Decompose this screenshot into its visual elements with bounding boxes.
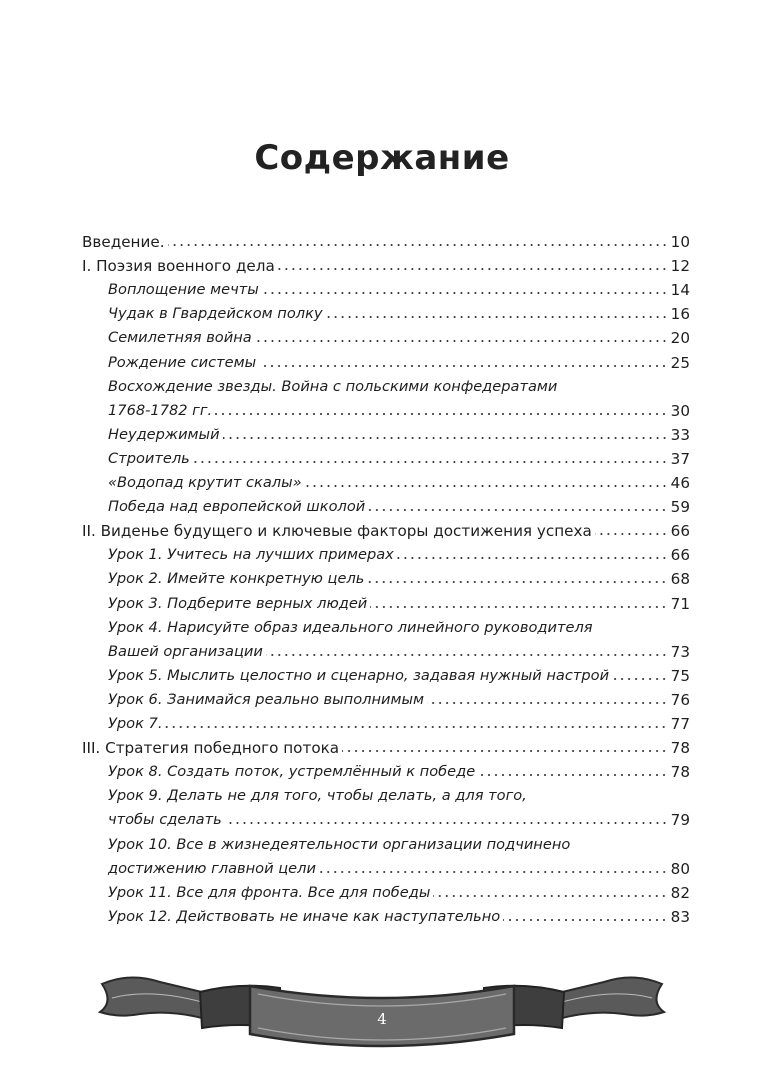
dot-leader bbox=[503, 918, 667, 922]
toc-entry-text: Введение. bbox=[82, 233, 165, 251]
dot-leader bbox=[478, 773, 668, 777]
dot-leader bbox=[595, 532, 668, 536]
toc-page-number: 33 bbox=[670, 425, 690, 444]
toc-entry-text: «Водопад крутит скалы» bbox=[108, 474, 302, 491]
dot-leader bbox=[370, 605, 667, 609]
toc-page-number: 71 bbox=[670, 594, 690, 613]
toc-entry-row bbox=[108, 781, 690, 805]
toc-page-number: 37 bbox=[670, 449, 690, 468]
toc-entry-text: Строитель bbox=[108, 449, 190, 467]
dot-leader bbox=[427, 701, 668, 705]
toc-entry-text: II. Виденье будущего и ключевые факторы достижения успеха bbox=[82, 522, 592, 541]
toc-entry-row bbox=[108, 685, 690, 709]
toc-page-number: 83 bbox=[670, 907, 690, 926]
dot-leader bbox=[612, 677, 668, 681]
toc-entry-text: Урок 6. Занимайся реально выполнимым bbox=[108, 690, 425, 708]
toc-page-number: 46 bbox=[670, 474, 690, 492]
toc-page-number: 82 bbox=[670, 883, 690, 902]
toc-page-number: 75 bbox=[670, 666, 690, 685]
toc-entry-row bbox=[108, 275, 690, 299]
dot-leader bbox=[193, 460, 668, 464]
toc-entry-row bbox=[108, 420, 690, 444]
toc-entry-text: Чудак в Гвардейском полку bbox=[108, 305, 323, 323]
toc-page-number: 12 bbox=[670, 257, 690, 276]
toc-entry-row bbox=[108, 299, 690, 323]
toc-entry-text: Победа над европейской школой bbox=[108, 498, 366, 516]
dot-leader bbox=[368, 508, 667, 512]
toc-entry-text: Урок 12. Действовать не иначе как наступательно bbox=[108, 907, 501, 925]
toc-entry-text: Урок 2. Имейте конкретную цель bbox=[108, 570, 365, 588]
toc-page-number: 78 bbox=[670, 763, 690, 782]
toc-section-row bbox=[82, 516, 690, 540]
dot-leader bbox=[259, 364, 668, 368]
toc-page-number: 66 bbox=[670, 546, 690, 565]
toc-entry-row bbox=[108, 540, 690, 564]
page-number: 4 bbox=[377, 1010, 387, 1028]
dot-leader bbox=[342, 749, 668, 753]
dot-leader bbox=[255, 339, 668, 343]
dot-leader bbox=[262, 291, 668, 295]
toc-entry-text: Рождение системы bbox=[108, 353, 257, 371]
dot-leader bbox=[397, 556, 668, 560]
toc-entry-text: Урок 9. Делать не для того, чтобы делать, а для того, bbox=[108, 787, 527, 805]
toc-entry-text: Семилетняя война bbox=[108, 329, 252, 347]
toc-entry-row bbox=[108, 444, 690, 468]
toc-entry-text: 1768-1782 гг. bbox=[108, 401, 213, 419]
toc-entry-row bbox=[108, 805, 690, 829]
dot-leader bbox=[326, 315, 668, 319]
toc-entry-text: Урок 3. Подберите верных людей bbox=[108, 594, 368, 612]
dot-leader bbox=[433, 894, 667, 898]
toc-entry-row bbox=[108, 878, 690, 902]
toc-entry-text: Урок 11. Все для фронта. Все для победы bbox=[108, 883, 431, 901]
page-title: Содержание bbox=[254, 138, 510, 178]
dot-leader bbox=[225, 821, 668, 825]
toc-entry-row bbox=[108, 854, 690, 878]
toc-entry-text: Вашей организации bbox=[108, 642, 263, 660]
toc-entry-row bbox=[108, 564, 690, 588]
toc-entry-text: чтобы сделать bbox=[108, 811, 222, 829]
toc-page-number: 16 bbox=[670, 305, 690, 324]
toc-entry-text: Урок 10. Все в жизнедеятельности организации подчинено bbox=[108, 835, 571, 853]
toc-entry-text: III. Стратегия победного потока bbox=[82, 739, 340, 758]
toc-entry-row bbox=[108, 323, 690, 347]
dot-leader bbox=[305, 484, 668, 488]
toc-entry-text: Урок 5. Мыслить целостно и сценарно, задавая нужный настрой bbox=[108, 666, 610, 684]
toc-page-number: 78 bbox=[670, 739, 690, 758]
toc-page-number: 59 bbox=[670, 498, 690, 517]
toc-entry-row bbox=[108, 372, 690, 396]
toc-entry-text: Неудержимый bbox=[108, 425, 220, 443]
toc-entry-row bbox=[108, 709, 690, 733]
dot-leader bbox=[367, 580, 667, 584]
dot-leader bbox=[223, 436, 668, 440]
toc-page-number: 77 bbox=[670, 715, 690, 733]
toc-entry-text: Урок 8. Создать поток, устремлённый к победе bbox=[108, 763, 476, 781]
toc-section-row bbox=[82, 251, 690, 275]
toc-section-row bbox=[82, 227, 690, 251]
toc-entry-text: Урок 4. Нарисуйте образ идеального линейного руководителя bbox=[108, 618, 593, 636]
dot-leader bbox=[168, 243, 668, 247]
toc-page-number: 25 bbox=[670, 353, 690, 372]
toc-entry-text: I. Поэзия военного дела bbox=[82, 257, 275, 276]
toc-entry-row bbox=[108, 757, 690, 781]
dot-leader bbox=[215, 412, 668, 416]
toc-entry-row bbox=[108, 613, 690, 637]
toc-entry-row bbox=[108, 830, 690, 854]
toc-entry-row bbox=[108, 492, 690, 516]
toc-page-number: 79 bbox=[670, 811, 690, 830]
toc-page-number: 10 bbox=[670, 233, 690, 251]
toc-entry-text: достижению главной цели bbox=[108, 859, 316, 877]
toc-page-number: 66 bbox=[670, 522, 690, 541]
toc-entry-row bbox=[108, 468, 690, 492]
toc-page-number: 30 bbox=[670, 401, 690, 420]
toc-entry-row bbox=[108, 637, 690, 661]
toc-entry-text: Урок 1. Учитесь на лучших примерах bbox=[108, 546, 394, 564]
toc-page-number: 14 bbox=[670, 281, 690, 300]
toc-section-row bbox=[82, 733, 690, 757]
toc-entry-text: Воплощение мечты bbox=[108, 281, 259, 299]
toc-entry-row bbox=[108, 396, 690, 420]
toc-page-number: 68 bbox=[670, 570, 690, 589]
toc-entry-row bbox=[108, 902, 690, 926]
toc-page-number: 73 bbox=[670, 642, 690, 661]
toc-page-number: 20 bbox=[670, 329, 690, 348]
toc-page-number: 76 bbox=[670, 690, 690, 709]
toc-entry-row bbox=[108, 589, 690, 613]
toc-entry-text: Восхождение звезды. Война с польскими конфедератами bbox=[108, 377, 558, 395]
dot-leader bbox=[319, 870, 668, 874]
dot-leader bbox=[165, 725, 667, 729]
dot-leader bbox=[266, 653, 668, 657]
toc-entry-text: Урок 7. bbox=[108, 715, 163, 732]
dot-leader bbox=[278, 267, 668, 271]
toc-page-number: 80 bbox=[670, 859, 690, 878]
toc-entry-row bbox=[108, 661, 690, 685]
toc-entry-row bbox=[108, 348, 690, 372]
